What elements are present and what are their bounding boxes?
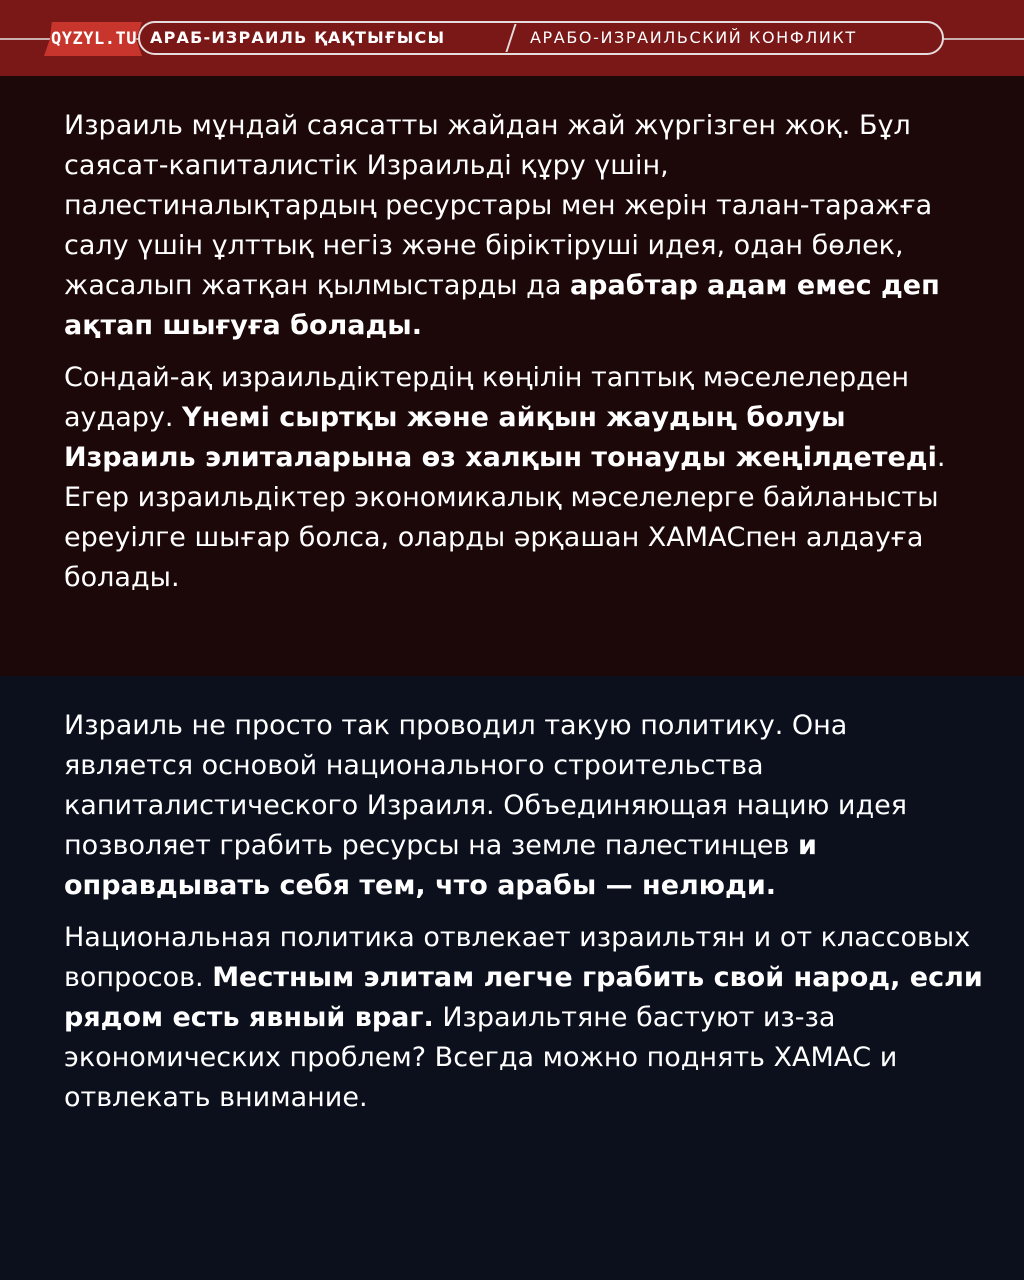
ru-paragraph-2 <box>64 918 984 1118</box>
kz-p2-text1: Сондай-ақ израильдіктердің көңілін таптық мәселелерден аудару. <box>64 362 910 433</box>
russian-section <box>0 676 1024 1280</box>
kz-paragraph-1 <box>64 106 984 346</box>
topic-tag-ru: АРАБО-ИЗРАИЛЬСКИЙ КОНФЛИКТ <box>530 28 857 47</box>
kazakh-section <box>0 76 1024 676</box>
logo: QYZYL.TU <box>51 29 137 49</box>
kz-p2-bold: Үнемі сыртқы және айқын жаудың болуы Израиль элиталарына өз халқын тонауды жеңілдетеді <box>64 402 937 473</box>
ru-p2-bold: Местным элитам легче грабить свой народ, если рядом есть явный враг. <box>64 962 983 1033</box>
kz-paragraph-2 <box>64 358 984 598</box>
ru-p2-text2: Израильтяне бастуют из-за экономических проблем? Всегда можно поднять ХАМАС и отвлекать внимание. <box>64 1002 898 1113</box>
kz-p1-bold: арабтар адам емес деп ақтап шығуға болады. <box>64 270 940 341</box>
header-bar <box>0 0 1024 76</box>
ru-p1-text: Израиль не просто так проводил такую политику. Она является основой национального строительства капиталистического Израиля. Объединяющая нацию идея позволяет грабить ресурсы на земле палестинцев <box>64 710 907 861</box>
kz-p2-text2: . Егер израильдіктер экономикалық мәселелерге байланысты ереуілге шығар болса, оларды әрқашан ХАМАСпен алдауға болады. <box>64 442 946 593</box>
topic-tag-kz: АРАБ-ИЗРАИЛЬ ҚАҚТЫҒЫСЫ <box>150 28 446 47</box>
ru-p1-bold: и оправдывать себя тем, что арабы — нелюди. <box>64 830 817 901</box>
ru-paragraph-1 <box>64 706 984 906</box>
ru-p2-text1: Национальная политика отвлекает израильтян и от классовых вопросов. <box>64 922 971 993</box>
kz-p1-text: Израиль мұндай саясатты жайдан жай жүргізген жоқ. Бұл саясат-капиталистік Израильді құру үшін, палестиналықтардың ресурстары мен жерін талан-таражға салу үшін ұлттық негіз және біріктіруші идея, одан бөлек, жасалып жатқан қылмыстарды да <box>64 110 933 301</box>
